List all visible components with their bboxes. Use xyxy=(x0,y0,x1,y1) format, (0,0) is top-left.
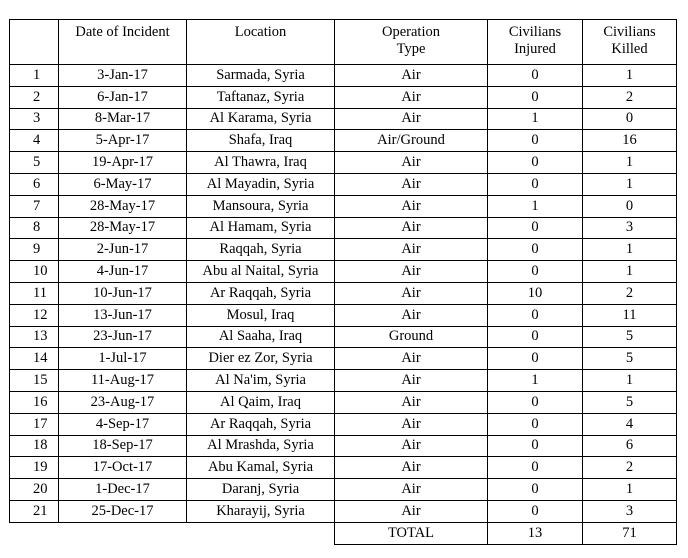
killed-cell: 6 xyxy=(583,435,677,457)
total-killed: 71 xyxy=(583,522,677,544)
location-cell: Abu Kamal, Syria xyxy=(187,457,335,479)
table-row xyxy=(10,130,677,152)
row-index-cell: 4 xyxy=(10,130,59,152)
table-row xyxy=(10,65,677,87)
date-cell: 4-Sep-17 xyxy=(59,413,187,435)
date-cell: 18-Sep-17 xyxy=(59,435,187,457)
operation-type-cell: Air xyxy=(335,261,488,283)
operation-type-cell: Air xyxy=(335,86,488,108)
date-cell: 5-Apr-17 xyxy=(59,130,187,152)
date-cell: 17-Oct-17 xyxy=(59,457,187,479)
injured-cell: 0 xyxy=(488,326,583,348)
total-blank-cell xyxy=(187,522,335,544)
date-cell: 28-May-17 xyxy=(59,217,187,239)
total-blank-cell xyxy=(59,522,187,544)
total-injured: 13 xyxy=(488,522,583,544)
row-index-cell: 2 xyxy=(10,86,59,108)
injured-cell: 10 xyxy=(488,282,583,304)
row-index-cell: 19 xyxy=(10,457,59,479)
table-row xyxy=(10,239,677,261)
injured-cell: 0 xyxy=(488,304,583,326)
row-index-cell: 20 xyxy=(10,479,59,501)
location-cell: Ar Raqqah, Syria xyxy=(187,282,335,304)
date-cell: 8-Mar-17 xyxy=(59,108,187,130)
header-civilians-injured: Civilians Injured xyxy=(488,20,583,65)
location-cell: Al Karama, Syria xyxy=(187,108,335,130)
operation-type-cell: Air xyxy=(335,173,488,195)
location-cell: Mansoura, Syria xyxy=(187,195,335,217)
table-row xyxy=(10,391,677,413)
date-cell: 1-Dec-17 xyxy=(59,479,187,501)
header-operation-type: Operation Type xyxy=(335,20,488,65)
table-header xyxy=(10,20,677,65)
row-index-cell: 16 xyxy=(10,391,59,413)
operation-type-cell: Air xyxy=(335,479,488,501)
table-row xyxy=(10,217,677,239)
injured-cell: 0 xyxy=(488,217,583,239)
killed-cell: 5 xyxy=(583,326,677,348)
location-cell: Ar Raqqah, Syria xyxy=(187,413,335,435)
table-row xyxy=(10,282,677,304)
killed-cell: 3 xyxy=(583,217,677,239)
location-cell: Al Thawra, Iraq xyxy=(187,152,335,174)
date-cell: 11-Aug-17 xyxy=(59,370,187,392)
table-row xyxy=(10,457,677,479)
killed-cell: 1 xyxy=(583,152,677,174)
operation-type-cell: Ground xyxy=(335,326,488,348)
row-index-cell: 18 xyxy=(10,435,59,457)
injured-cell: 1 xyxy=(488,370,583,392)
table-row xyxy=(10,195,677,217)
operation-type-cell: Air xyxy=(335,457,488,479)
date-cell: 23-Jun-17 xyxy=(59,326,187,348)
table-row xyxy=(10,413,677,435)
operation-type-cell: Air xyxy=(335,282,488,304)
killed-cell: 2 xyxy=(583,282,677,304)
injured-cell: 0 xyxy=(488,348,583,370)
injured-cell: 0 xyxy=(488,457,583,479)
operation-type-cell: Air xyxy=(335,108,488,130)
operation-type-cell: Air xyxy=(335,195,488,217)
injured-cell: 0 xyxy=(488,391,583,413)
row-index-cell: 12 xyxy=(10,304,59,326)
killed-cell: 0 xyxy=(583,195,677,217)
injured-cell: 0 xyxy=(488,239,583,261)
killed-cell: 1 xyxy=(583,261,677,283)
table-footer xyxy=(10,522,677,544)
total-blank-cell xyxy=(10,522,59,544)
row-index-cell: 11 xyxy=(10,282,59,304)
location-cell: Al Qaim, Iraq xyxy=(187,391,335,413)
date-cell: 23-Aug-17 xyxy=(59,391,187,413)
row-index-cell: 21 xyxy=(10,500,59,522)
date-cell: 19-Apr-17 xyxy=(59,152,187,174)
row-index-cell: 9 xyxy=(10,239,59,261)
injured-cell: 0 xyxy=(488,173,583,195)
row-index-cell: 8 xyxy=(10,217,59,239)
killed-cell: 1 xyxy=(583,479,677,501)
operation-type-cell: Air xyxy=(335,500,488,522)
killed-cell: 1 xyxy=(583,239,677,261)
killed-cell: 1 xyxy=(583,65,677,87)
location-cell: Al Na'im, Syria xyxy=(187,370,335,392)
location-cell: Taftanaz, Syria xyxy=(187,86,335,108)
operation-type-cell: Air xyxy=(335,413,488,435)
killed-cell: 5 xyxy=(583,391,677,413)
row-index-cell: 14 xyxy=(10,348,59,370)
row-index-cell: 13 xyxy=(10,326,59,348)
location-cell: Kharayij, Syria xyxy=(187,500,335,522)
location-cell: Abu al Naital, Syria xyxy=(187,261,335,283)
table-row xyxy=(10,435,677,457)
operation-type-cell: Air xyxy=(335,239,488,261)
date-cell: 25-Dec-17 xyxy=(59,500,187,522)
table-row xyxy=(10,86,677,108)
killed-cell: 0 xyxy=(583,108,677,130)
injured-cell: 0 xyxy=(488,152,583,174)
date-cell: 6-May-17 xyxy=(59,173,187,195)
date-cell: 2-Jun-17 xyxy=(59,239,187,261)
date-cell: 4-Jun-17 xyxy=(59,261,187,283)
table-row xyxy=(10,261,677,283)
location-cell: Mosul, Iraq xyxy=(187,304,335,326)
table-row xyxy=(10,500,677,522)
killed-cell: 1 xyxy=(583,370,677,392)
location-cell: Dier ez Zor, Syria xyxy=(187,348,335,370)
row-index-cell: 5 xyxy=(10,152,59,174)
date-cell: 13-Jun-17 xyxy=(59,304,187,326)
operation-type-cell: Air xyxy=(335,217,488,239)
location-cell: Al Saaha, Iraq xyxy=(187,326,335,348)
location-cell: Al Mrashda, Syria xyxy=(187,435,335,457)
table-row xyxy=(10,173,677,195)
table-row xyxy=(10,348,677,370)
killed-cell: 4 xyxy=(583,413,677,435)
table-row xyxy=(10,370,677,392)
injured-cell: 0 xyxy=(488,261,583,283)
row-index-cell: 10 xyxy=(10,261,59,283)
operation-type-cell: Air/Ground xyxy=(335,130,488,152)
table-row xyxy=(10,152,677,174)
header-location: Location xyxy=(187,20,335,65)
location-cell: Raqqah, Syria xyxy=(187,239,335,261)
killed-cell: 2 xyxy=(583,457,677,479)
row-index-cell: 3 xyxy=(10,108,59,130)
row-index-cell: 15 xyxy=(10,370,59,392)
table-row xyxy=(10,479,677,501)
injured-cell: 0 xyxy=(488,479,583,501)
location-cell: Shafa, Iraq xyxy=(187,130,335,152)
date-cell: 6-Jan-17 xyxy=(59,86,187,108)
header-date-of-incident: Date of Incident xyxy=(59,20,187,65)
killed-cell: 16 xyxy=(583,130,677,152)
header-civilians-killed: Civilians Killed xyxy=(583,20,677,65)
operation-type-cell: Air xyxy=(335,370,488,392)
injured-cell: 0 xyxy=(488,130,583,152)
header-index xyxy=(10,20,59,65)
injured-cell: 0 xyxy=(488,413,583,435)
operation-type-cell: Air xyxy=(335,435,488,457)
row-index-cell: 7 xyxy=(10,195,59,217)
injured-cell: 1 xyxy=(488,195,583,217)
injured-cell: 0 xyxy=(488,86,583,108)
injured-cell: 0 xyxy=(488,500,583,522)
table-body xyxy=(10,65,677,523)
header-row xyxy=(10,20,677,65)
total-row xyxy=(10,522,677,544)
operation-type-cell: Air xyxy=(335,65,488,87)
operation-type-cell: Air xyxy=(335,304,488,326)
row-index-cell: 6 xyxy=(10,173,59,195)
killed-cell: 3 xyxy=(583,500,677,522)
killed-cell: 1 xyxy=(583,173,677,195)
killed-cell: 5 xyxy=(583,348,677,370)
killed-cell: 2 xyxy=(583,86,677,108)
date-cell: 10-Jun-17 xyxy=(59,282,187,304)
date-cell: 3-Jan-17 xyxy=(59,65,187,87)
row-index-cell: 1 xyxy=(10,65,59,87)
operation-type-cell: Air xyxy=(335,391,488,413)
injured-cell: 0 xyxy=(488,65,583,87)
date-cell: 1-Jul-17 xyxy=(59,348,187,370)
civilian-casualty-table xyxy=(9,19,677,545)
location-cell: Daranj, Syria xyxy=(187,479,335,501)
row-index-cell: 17 xyxy=(10,413,59,435)
total-label: TOTAL xyxy=(335,522,488,544)
date-cell: 28-May-17 xyxy=(59,195,187,217)
table-row xyxy=(10,326,677,348)
operation-type-cell: Air xyxy=(335,348,488,370)
location-cell: Al Hamam, Syria xyxy=(187,217,335,239)
killed-cell: 11 xyxy=(583,304,677,326)
table-row xyxy=(10,304,677,326)
injured-cell: 0 xyxy=(488,435,583,457)
table-row xyxy=(10,108,677,130)
location-cell: Al Mayadin, Syria xyxy=(187,173,335,195)
injured-cell: 1 xyxy=(488,108,583,130)
location-cell: Sarmada, Syria xyxy=(187,65,335,87)
operation-type-cell: Air xyxy=(335,152,488,174)
